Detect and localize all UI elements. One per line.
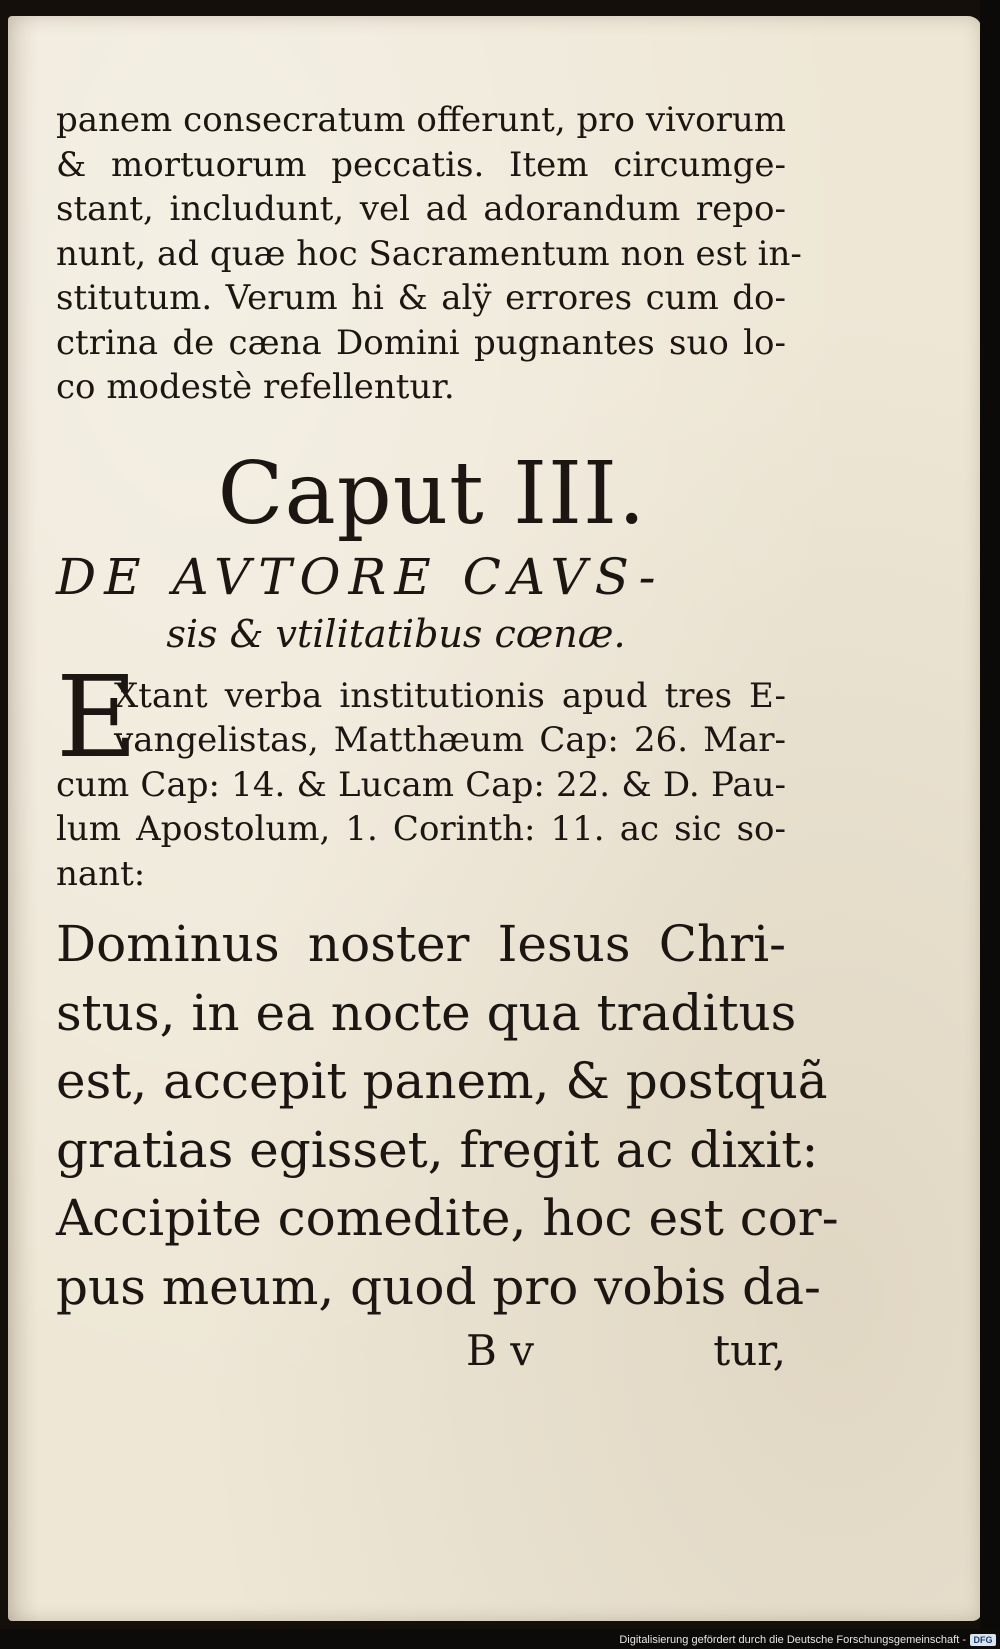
- text-line: est, accepit panem, & postquã: [56, 1052, 828, 1110]
- chapter-subtitle: DE AVTORE CAVS-: [56, 547, 664, 606]
- text-line: vangelistas, Matthæum Cap: 26. Mar-: [114, 720, 786, 760]
- text-line: Accipite comedite, hoc est cor-: [56, 1189, 839, 1247]
- opening-paragraph: [56, 98, 802, 410]
- page-footer-line: [56, 1321, 786, 1381]
- text-line: lum Apostolum, 1. Corinth: 11. ac sic so-: [56, 809, 786, 849]
- page-text: [56, 98, 839, 1381]
- text-line: Dominus noster Iesus Chri-: [56, 915, 786, 973]
- text-line: pus meum, quod pro vobis da-: [56, 1257, 821, 1316]
- scripture-quotation: [56, 910, 839, 1321]
- dfg-logo: DFG: [970, 1634, 996, 1646]
- text-line: cum Cap: 14. & Lucam Cap: 22. & D. Pau-: [56, 764, 786, 805]
- chapter-title: Caput III.: [217, 443, 647, 544]
- text-line: stus, in ea nocte qua traditus: [56, 983, 797, 1042]
- catchword: tur,: [713, 1326, 786, 1375]
- page-edge-shadow: [980, 0, 1000, 1649]
- text-line: nant:: [56, 853, 146, 894]
- chapter-subtitle-continued: sis & vtilitatibus cœnæ.: [166, 611, 626, 656]
- text-line: co modestè refellentur.: [56, 367, 455, 407]
- text-line: & mortuorum peccatis. Item circumge-: [56, 144, 786, 185]
- text-line: panem consecratum offerunt, pro vivorum: [56, 100, 786, 140]
- drop-cap: E: [56, 652, 138, 783]
- text-line: ctrina de cæna Domini pugnantes suo lo-: [56, 322, 786, 363]
- text-line: stitutum. Verum hi & alÿ errores cum do-: [56, 278, 786, 318]
- text-line: nunt, ad quæ hoc Sacramentum non est in-: [56, 233, 802, 274]
- book-page: [8, 16, 982, 1621]
- text-line: stant, includunt, vel ad adorandum repo-: [56, 189, 786, 229]
- text-line: Xtant verba institutionis apud tres E-: [114, 675, 786, 716]
- funding-credit: Digitalisierung gefördert durch die Deutsche Forschungsgemeinschaft -: [619, 1634, 966, 1646]
- intro-paragraph: [56, 652, 786, 897]
- text-line: gratias egisset, fregit ac dixit:: [56, 1120, 819, 1179]
- digitization-footer: [0, 1629, 1000, 1649]
- signature-mark: B v: [466, 1326, 534, 1375]
